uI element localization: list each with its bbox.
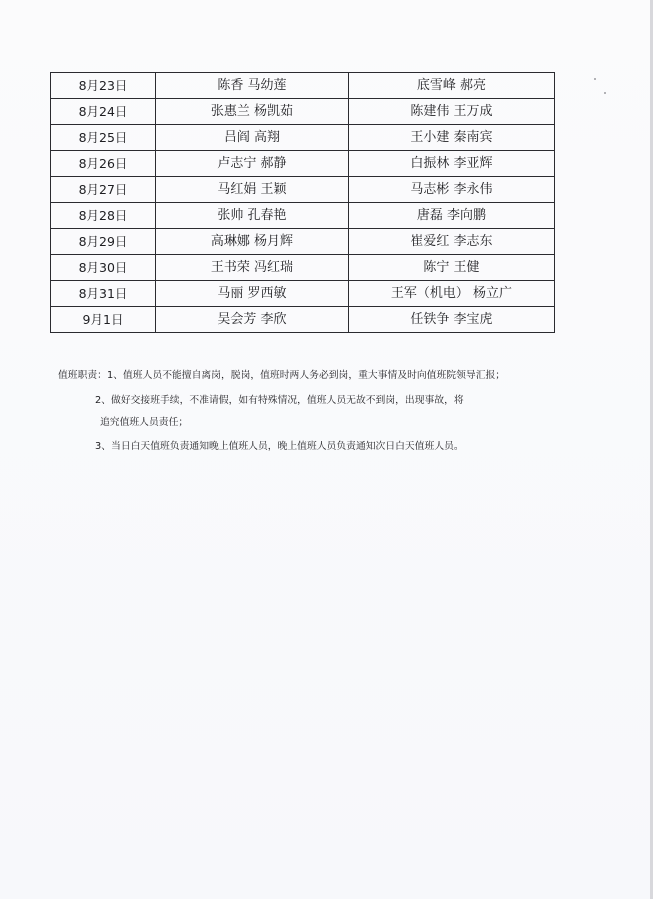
scan-speck xyxy=(604,92,606,94)
date-cell: 8月27日 xyxy=(51,177,156,203)
date-cell: 8月25日 xyxy=(51,125,156,151)
day-group-cell: 张惠兰 杨凯茹 xyxy=(156,99,349,125)
table-row xyxy=(51,125,555,151)
night-group-cell: 马志彬 李永伟 xyxy=(349,177,555,203)
scan-speck xyxy=(594,78,596,80)
duty-item-2-continued: 追究值班人员责任； xyxy=(100,417,189,428)
table-row xyxy=(51,281,555,307)
duty-item-2: 2、做好交接班手续，不准请假，如有特殊情况，值班人员无故不到岗，出现事故，将 xyxy=(95,395,464,406)
night-group-cell: 白振林 李亚辉 xyxy=(349,151,555,177)
night-group-cell: 底雪峰 郝亮 xyxy=(349,73,555,99)
night-group-cell: 任铁争 李宝虎 xyxy=(349,307,555,333)
day-group-cell: 马红娟 王颖 xyxy=(156,177,349,203)
date-cell: 8月28日 xyxy=(51,203,156,229)
date-cell: 8月31日 xyxy=(51,281,156,307)
table-row xyxy=(51,203,555,229)
night-group-cell: 唐磊 李向鹏 xyxy=(349,203,555,229)
day-group-cell: 卢志宁 郝静 xyxy=(156,151,349,177)
duty-item-1: 值班职责：1、值班人员不能擅自离岗，脱岗，值班时两人务必到岗，重大事情及时向值班院领导汇报； xyxy=(58,370,506,381)
day-group-cell: 王书荣 冯红瑞 xyxy=(156,255,349,281)
night-group-cell: 陈宁 王健 xyxy=(349,255,555,281)
night-group-cell: 王小建 秦南宾 xyxy=(349,125,555,151)
table-row xyxy=(51,73,555,99)
table-row xyxy=(51,229,555,255)
night-group-cell: 崔爱红 李志东 xyxy=(349,229,555,255)
day-group-cell: 吴会芳 李欣 xyxy=(156,307,349,333)
day-group-cell: 张帅 孔春艳 xyxy=(156,203,349,229)
table-row xyxy=(51,151,555,177)
day-group-cell: 陈香 马幼莲 xyxy=(156,73,349,99)
night-group-cell: 王军（机电） 杨立广 xyxy=(349,281,555,307)
date-cell: 8月23日 xyxy=(51,73,156,99)
day-group-cell: 马丽 罗西敏 xyxy=(156,281,349,307)
date-cell: 8月29日 xyxy=(51,229,156,255)
table-row xyxy=(51,99,555,125)
table-row xyxy=(51,307,555,333)
table-row xyxy=(51,177,555,203)
duty-schedule-body xyxy=(51,73,555,333)
day-group-cell: 吕阎 高翔 xyxy=(156,125,349,151)
date-cell: 8月30日 xyxy=(51,255,156,281)
date-cell: 9月1日 xyxy=(51,307,156,333)
duty-item-3: 3、当日白天值班负责通知晚上值班人员，晚上值班人员负责通知次日白天值班人员。 xyxy=(95,441,464,452)
day-group-cell: 高琳娜 杨月辉 xyxy=(156,229,349,255)
table-row xyxy=(51,255,555,281)
date-cell: 8月26日 xyxy=(51,151,156,177)
date-cell: 8月24日 xyxy=(51,99,156,125)
night-group-cell: 陈建伟 王万成 xyxy=(349,99,555,125)
duty-schedule-table xyxy=(50,72,555,333)
